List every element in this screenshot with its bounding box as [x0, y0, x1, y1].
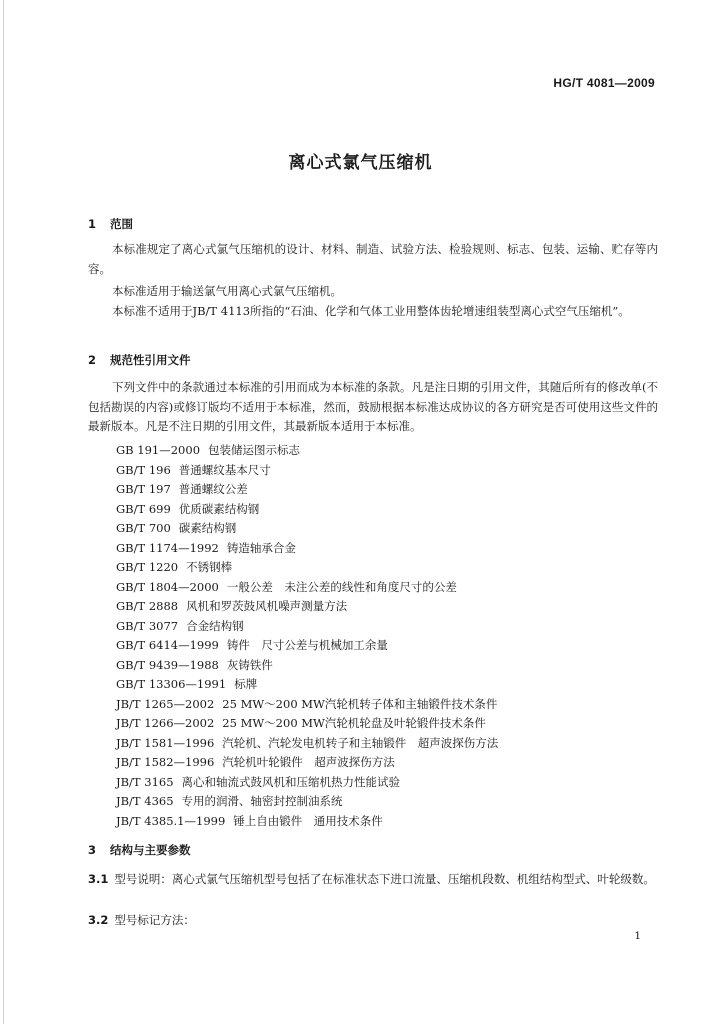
reference-title: 标牌	[234, 677, 258, 691]
clause-text: 型号标记方法：	[114, 913, 195, 927]
reference-code: JB/T 3165	[116, 774, 174, 789]
reference-item	[116, 792, 498, 812]
reference-title: 25 MW～200 MW汽轮机轮盘及叶轮锻件技术条件	[222, 716, 486, 730]
reference-code: JB/T 1581—1996	[116, 735, 215, 750]
section-2-intro: 下列文件中的条款通过本标准的引用而成为本标准的条款。凡是注日期的引用文件，其随后所有的修改单(不包括勘误的内容)或修订版均不适用于本标准，然而，鼓励根据本标准达成协议的各方研究是否可使用这些文件的最新版本。凡是不注日期的引用文件，其最新版本适用于本标准。	[88, 380, 658, 433]
reference-title: 专用的润滑、轴密封控制油系统	[181, 794, 343, 808]
reference-code: GB/T 3077	[116, 618, 179, 633]
section-1-paragraph: 本标准不适用于JB/T 4113所指的“石油、化学和气体工业用整体齿轮增速组装型离心式空气压缩机”。	[112, 304, 630, 318]
clause-number: 3.2	[88, 913, 109, 927]
section-3-heading	[88, 842, 191, 858]
reference-list	[116, 441, 498, 831]
reference-item	[116, 500, 498, 520]
reference-code: GB/T 700	[116, 521, 171, 535]
reference-code: GB/T 6414—1999	[116, 638, 219, 652]
reference-code: JB/T 1266—2002	[116, 716, 215, 730]
reference-title: 锤上自由锻件 通用技术条件	[233, 813, 383, 828]
section-title: 结构与主要参数	[110, 843, 191, 857]
reference-item	[116, 773, 498, 793]
section-number: 1	[88, 217, 97, 231]
reference-code: JB/T 1582—1996	[116, 755, 215, 769]
reference-title: 优质碳素结构钢	[178, 501, 260, 516]
reference-code: JB/T 4385.1—1999	[116, 813, 226, 828]
section-1-paragraph: 本标准适用于输送氯气用离心式氯气压缩机。	[112, 284, 342, 298]
reference-code: JB/T 1265—2002	[116, 696, 215, 711]
document-title: 离心式氯气压缩机	[288, 153, 433, 173]
reference-code: GB/T 699	[116, 501, 171, 516]
reference-item	[116, 441, 498, 461]
reference-item	[116, 636, 498, 656]
reference-item	[116, 753, 498, 773]
reference-item	[116, 461, 498, 481]
reference-item	[116, 480, 498, 500]
reference-title: 铸件 尺寸公差与机械加工余量	[226, 638, 388, 652]
reference-code: GB/T 197	[116, 482, 171, 496]
section-1-paragraph: 本标准规定了离心式氯气压缩机的设计、材料、制造、试验方法、检验规则、标志、包装、运输、贮存等内容。	[88, 242, 658, 276]
reference-code: GB/T 9439—1988	[116, 657, 219, 672]
reference-title: 普通螺纹公差	[178, 482, 248, 496]
reference-title: 碳素结构钢	[178, 521, 237, 535]
reference-title: 风机和罗茨鼓风机噪声测量方法	[186, 599, 348, 613]
reference-code: GB/T 196	[116, 462, 171, 477]
standard-number: HG/T 4081—2009	[553, 76, 655, 90]
reference-item	[116, 675, 498, 695]
page-number: 1	[634, 930, 641, 942]
reference-code: GB/T 1174—1992	[116, 540, 219, 555]
reference-item	[116, 578, 498, 598]
reference-title: 汽轮机、汽轮发电机转子和主轴锻件 超声波探伤方法	[222, 735, 499, 750]
reference-title: 汽轮机叶轮锻件 超声波探伤方法	[222, 755, 395, 769]
clause-3-2	[88, 911, 658, 931]
reference-item	[116, 734, 498, 754]
reference-item	[116, 539, 498, 559]
reference-item	[116, 812, 498, 832]
reference-item	[116, 617, 498, 637]
reference-title: 普通螺纹基本尺寸	[178, 462, 271, 477]
section-1-heading	[88, 216, 133, 232]
reference-code: GB/T 2888	[116, 599, 179, 613]
reference-title: 铸造轴承合金	[226, 540, 296, 555]
section-number: 3	[88, 843, 97, 857]
reference-item	[116, 519, 498, 539]
clause-3-1	[88, 870, 658, 890]
clause-text: 型号说明：离心式氯气压缩机型号包括了在标准状态下进口流量、压缩机段数、机组结构型式、叶轮级数。	[114, 872, 655, 886]
reference-code: GB/T 1804—2000	[116, 579, 219, 594]
section-number: 2	[88, 353, 97, 367]
reference-code: JB/T 4365	[116, 794, 174, 808]
reference-title: 包装储运图示标志	[208, 443, 301, 457]
reference-item	[116, 714, 498, 734]
reference-item	[116, 558, 498, 578]
reference-item	[116, 597, 498, 617]
section-title: 范围	[110, 217, 133, 231]
reference-code: GB 191—2000	[116, 443, 201, 457]
clause-number: 3.1	[88, 872, 109, 886]
reference-item	[116, 656, 498, 676]
reference-title: 灰铸铁件	[226, 657, 273, 672]
reference-title: 不锈钢棒	[186, 560, 233, 574]
reference-title: 合金结构钢	[186, 618, 244, 633]
reference-item	[116, 695, 498, 715]
reference-title: 25 MW～200 MW汽轮机转子体和主轴锻件技术条件	[222, 696, 498, 711]
section-2-heading	[88, 352, 191, 368]
section-title: 规范性引用文件	[110, 353, 191, 367]
reference-title: 离心和轴流式鼓风机和压缩机热力性能试验	[181, 774, 401, 789]
reference-code: GB/T 13306—1991	[116, 677, 227, 691]
reference-code: GB/T 1220	[116, 560, 179, 574]
reference-title: 一般公差 未注公差的线性和角度尺寸的公差	[226, 579, 457, 594]
